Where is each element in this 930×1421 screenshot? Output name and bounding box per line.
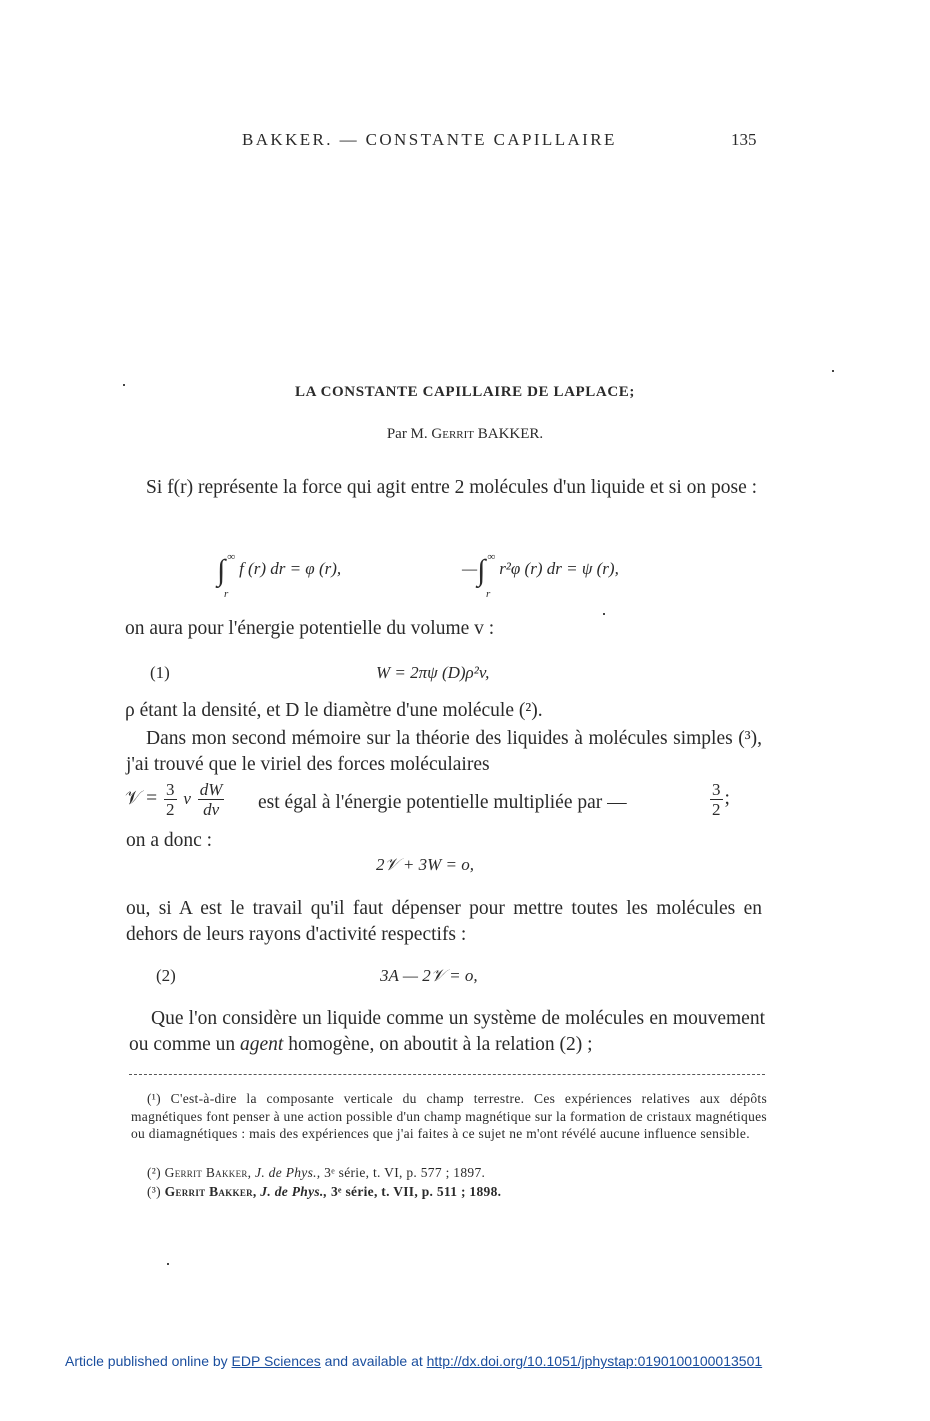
paragraph-2: Dans mon second mémoire sur la théorie des liquides à molécules simples (³), j'ai trouvé que le viriel des forces moléculaires: [126, 728, 762, 775]
text-line-density: ρ étant la densité, et D le diamètre d'une molécule (²).: [125, 700, 543, 721]
edp-sciences-link[interactable]: EDP Sciences: [231, 1353, 321, 1369]
integral-sign: ∫: [217, 554, 226, 587]
virial-semicolon: ;: [724, 787, 730, 809]
footer-text: and available at: [324, 1353, 423, 1369]
page-number: 135: [731, 130, 757, 149]
scan-speck: [832, 370, 834, 372]
footnote-reference: 3ᵉ série, t. VII, p. 511 ; 1898.: [330, 1184, 502, 1199]
integral-upper-limit: ∞: [487, 551, 496, 563]
integral-body: r²φ (r) dr = ψ (r),: [499, 559, 619, 578]
footnote-1: (¹) C'est-à-dire la composante verticale du champ terrestre. Ces expériences relatives aux dépôts magnétiques font penser à une action possible d'un champ magnétique sur la formation de cristaux magnétiques ou diamagnétiques : mais des expériences que j'ai faites à ce sujet ne m'ont révélé aucune influence sensible.: [131, 1091, 767, 1141]
fraction-three-halves: [164, 780, 177, 819]
integral-sign: ∫: [477, 554, 486, 587]
integral-body: f (r) dr = φ (r),: [239, 559, 342, 578]
footnote-journal: J. de Phys.,: [255, 1165, 321, 1180]
footnote-number: (²): [147, 1165, 161, 1180]
byline-prefix: Par M.: [386, 426, 428, 442]
footnote-reference: 3ᵉ série, t. VI, p. 577 ; 1897.: [324, 1165, 486, 1180]
fraction-denominator: 2: [712, 800, 721, 819]
integral-lower-limit: r: [224, 588, 229, 600]
integral-equation-2: [462, 548, 619, 587]
byline-first-name: Gerrit: [431, 426, 475, 442]
footnote-journal: J. de Phys.,: [260, 1184, 328, 1199]
equation-virial-sum: 2𝒱 + 3W = o,: [376, 855, 475, 874]
paragraph-4-italic: agent: [240, 1034, 284, 1055]
fraction-three-halves: [710, 780, 723, 819]
paragraph-4-start: Que l'on considère un liquide comme un système de molécules en mouvement ou comme un: [129, 1008, 765, 1055]
equation-number-1: (1): [150, 663, 170, 682]
integral-prefix: —: [462, 559, 478, 578]
fraction-denominator: dv: [203, 800, 220, 819]
footnote-author: Gerrit Bakker,: [164, 1184, 257, 1199]
equation-number-2: (2): [156, 966, 176, 985]
virial-lhs: 𝒱 =: [125, 787, 158, 809]
footer-text: Article published online by: [65, 1353, 228, 1369]
virial-v: v: [183, 788, 191, 808]
virial-expression: [125, 780, 226, 819]
equation-1: W = 2πψ (D)ρ²v,: [376, 663, 490, 682]
footnote-2: [147, 1164, 783, 1182]
scan-speck: [167, 1263, 169, 1265]
equation-2: 3A — 2𝒱 = o,: [380, 966, 478, 985]
integral-equation-1: [217, 548, 342, 587]
integral-lower-limit: r: [486, 588, 491, 600]
byline-last-name: BAKKER.: [477, 426, 544, 442]
footnote-separator: [129, 1074, 765, 1075]
doi-link[interactable]: http://dx.doi.org/10.1051/jphystap:0190100100013501: [426, 1353, 763, 1369]
text-line-donc: on a donc :: [126, 830, 213, 851]
fraction-denominator: 2: [166, 800, 175, 819]
fraction-numerator: dW: [199, 780, 223, 799]
byline: [0, 426, 930, 443]
integral-upper-limit: ∞: [227, 551, 236, 563]
paragraph-4: [129, 1006, 765, 1058]
fraction-dw-dv: [198, 780, 225, 819]
paragraph-1: Si f(r) représente la force qui agit entre 2 molécules d'un liquide et si on pose :: [146, 477, 758, 498]
footnote-author: Gerrit Bakker,: [164, 1165, 252, 1180]
text-line-volume: on aura pour l'énergie potentielle du volume v :: [125, 618, 495, 639]
publication-footer: [65, 1353, 762, 1369]
virial-end: [708, 780, 730, 819]
paragraph-3: ou, si A est le travail qu'il faut dépenser pour mettre toutes les molécules en dehors de leurs rayons d'activité respectifs :: [126, 898, 762, 945]
scan-speck: [603, 613, 605, 615]
footnote-3: [147, 1183, 783, 1201]
scan-speck: [123, 384, 125, 386]
running-head: BAKKER. — CONSTANTE CAPILLAIRE: [242, 130, 617, 149]
article-title: LA CONSTANTE CAPILLAIRE DE LAPLACE;: [295, 384, 635, 400]
fraction-numerator: 3: [166, 780, 175, 799]
fraction-numerator: 3: [712, 780, 721, 799]
paragraph-4-end: homogène, on aboutit à la relation (2) ;: [283, 1034, 593, 1055]
footnote-number: (³): [147, 1184, 161, 1199]
virial-text: est égal à l'énergie potentielle multipliée par —: [258, 792, 627, 813]
